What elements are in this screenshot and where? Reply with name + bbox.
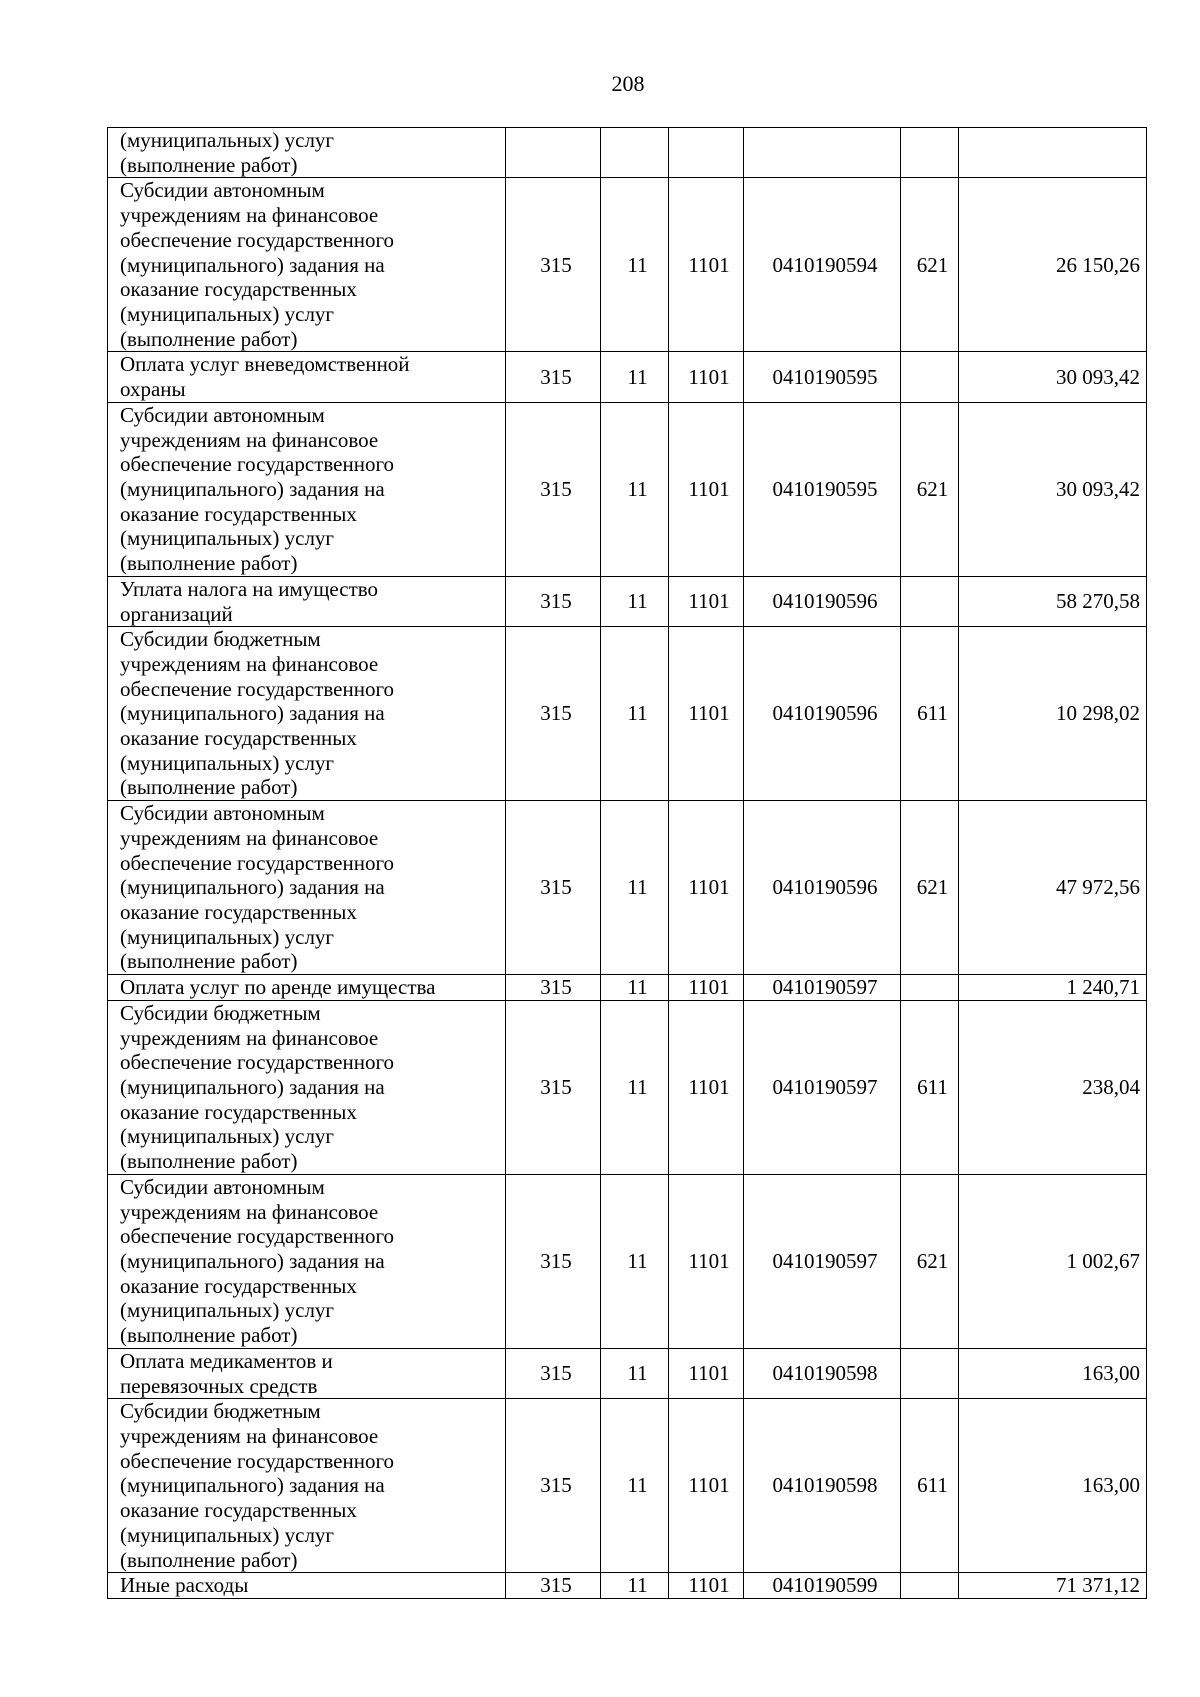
target-article-code-cell: 0410190598 <box>744 1348 901 1398</box>
expense-name-line: оказание государственных <box>120 900 357 925</box>
department-code-cell: 315 <box>506 627 601 801</box>
amount-cell: 10 298,02 <box>959 627 1147 801</box>
expense-name-line: (муниципальных) услуг <box>120 301 335 326</box>
expense-name-line: (муниципальных) услуг <box>120 1298 335 1323</box>
expense-name-cell <box>108 1000 506 1174</box>
expense-name-line: перевязочных средств <box>120 1373 318 1398</box>
expense-name-cell <box>108 627 506 801</box>
expense-name-line: оказание государственных <box>120 1498 357 1523</box>
department-code-cell: 315 <box>506 801 601 975</box>
expense-name-line: обеспечение государственного <box>120 1050 395 1075</box>
expense-name-line: (выполнение работ) <box>120 775 298 800</box>
expense-name-cell <box>108 1573 506 1599</box>
target-article-code-cell: 0410190597 <box>744 1174 901 1348</box>
subsection-code-cell: 1101 <box>669 1399 744 1573</box>
expense-name-line: Уплата налога на имущество <box>120 576 379 601</box>
expense-type-code-cell: 611 <box>901 1399 959 1573</box>
expense-name-cell <box>108 801 506 975</box>
expense-name-line: (выполнение работ) <box>120 326 298 351</box>
table-row <box>108 402 1147 576</box>
amount-cell: 30 093,42 <box>959 352 1147 402</box>
expense-name-line: (выполнение работ) <box>120 1547 298 1572</box>
expense-name-line: обеспечение государственного <box>120 850 395 875</box>
table-row <box>108 128 1147 178</box>
target-article-code-cell: 0410190599 <box>744 1573 901 1599</box>
table-row <box>108 1000 1147 1174</box>
expense-name-line: Оплата услуг вневедомственной <box>120 352 410 377</box>
amount-cell: 163,00 <box>959 1399 1147 1573</box>
table-body <box>108 128 1147 1599</box>
expense-name-cell <box>108 178 506 352</box>
expense-name-line: (муниципального) задания на <box>120 1249 385 1274</box>
expense-name-line: обеспечение государственного <box>120 1448 395 1473</box>
subsection-code-cell: 1101 <box>669 801 744 975</box>
expense-name-line: организаций <box>120 601 233 626</box>
target-article-code-cell: 0410190597 <box>744 1000 901 1174</box>
expense-name-line: (муниципального) задания на <box>120 252 385 277</box>
expense-name-line: Оплата медикаментов и <box>120 1348 333 1373</box>
subsection-code-cell: 1101 <box>669 402 744 576</box>
amount-cell: 26 150,26 <box>959 178 1147 352</box>
subsection-code-cell: 1101 <box>669 352 744 402</box>
department-code-cell: 315 <box>506 1573 601 1599</box>
section-code-cell: 11 <box>601 801 669 975</box>
expense-name-line: оказание государственных <box>120 501 357 526</box>
expense-name-cell <box>108 128 506 178</box>
target-article-code-cell <box>744 128 901 178</box>
section-code-cell: 11 <box>601 1573 669 1599</box>
section-code-cell <box>601 128 669 178</box>
expense-name-cell <box>108 402 506 576</box>
expense-name-line: учреждениям на финансовое <box>120 651 379 676</box>
target-article-code-cell: 0410190594 <box>744 178 901 352</box>
expense-name-line: учреждениям на финансовое <box>120 1424 379 1449</box>
target-article-code-cell: 0410190595 <box>744 402 901 576</box>
table-row <box>108 1174 1147 1348</box>
table-row <box>108 1348 1147 1398</box>
table-row <box>108 352 1147 402</box>
expense-name-line: (муниципальных) услуг <box>120 750 335 775</box>
subsection-code-cell: 1101 <box>669 1573 744 1599</box>
expense-name-line: обеспечение государственного <box>120 1224 395 1249</box>
expense-name-line: (муниципальных) услуг <box>120 1522 335 1547</box>
target-article-code-cell: 0410190596 <box>744 627 901 801</box>
amount-cell: 1 240,71 <box>959 975 1147 1001</box>
expense-type-code-cell: 621 <box>901 178 959 352</box>
section-code-cell: 11 <box>601 1399 669 1573</box>
subsection-code-cell: 1101 <box>669 178 744 352</box>
section-code-cell: 11 <box>601 1348 669 1398</box>
section-code-cell: 11 <box>601 1000 669 1174</box>
expense-name-line: (выполнение работ) <box>120 949 298 974</box>
expense-type-code-cell: 611 <box>901 627 959 801</box>
expense-name-cell <box>108 576 506 626</box>
expense-name-line: оказание государственных <box>120 1273 357 1298</box>
expense-type-code-cell <box>901 576 959 626</box>
expense-name-cell <box>108 1399 506 1573</box>
expense-name-line: (муниципального) задания на <box>120 1075 385 1100</box>
expense-name-line: учреждениям на финансовое <box>120 427 379 452</box>
expense-name-line: (выполнение работ) <box>120 1149 298 1174</box>
expense-name-line: Субсидии бюджетным <box>120 1000 321 1025</box>
expense-name-line: оказание государственных <box>120 1099 357 1124</box>
department-code-cell: 315 <box>506 178 601 352</box>
expense-name-line: Субсидии автономным <box>120 402 325 427</box>
expense-name-line: оказание государственных <box>120 726 357 751</box>
expense-name-line: Субсидии автономным <box>120 178 325 203</box>
section-code-cell: 11 <box>601 352 669 402</box>
expense-name-line: учреждениям на финансовое <box>120 1025 379 1050</box>
expense-type-code-cell <box>901 1348 959 1398</box>
subsection-code-cell: 1101 <box>669 1174 744 1348</box>
table-row <box>108 576 1147 626</box>
expense-type-code-cell: 621 <box>901 1174 959 1348</box>
expense-type-code-cell <box>901 128 959 178</box>
table-row <box>108 1399 1147 1573</box>
expense-name-line: (муниципальных) услуг <box>120 924 335 949</box>
section-code-cell: 11 <box>601 576 669 626</box>
table-row <box>108 627 1147 801</box>
target-article-code-cell: 0410190597 <box>744 975 901 1001</box>
section-code-cell: 11 <box>601 1174 669 1348</box>
expense-name-cell <box>108 1348 506 1398</box>
table-row <box>108 801 1147 975</box>
expense-name-line: (выполнение работ) <box>120 1323 298 1348</box>
expense-type-code-cell: 621 <box>901 402 959 576</box>
section-code-cell: 11 <box>601 178 669 352</box>
expense-name-line: обеспечение государственного <box>120 227 395 252</box>
expense-name-line: (муниципального) задания на <box>120 476 385 501</box>
amount-cell: 163,00 <box>959 1348 1147 1398</box>
expense-name-line: Субсидии автономным <box>120 1174 325 1199</box>
department-code-cell: 315 <box>506 1348 601 1398</box>
expense-name-line: (муниципального) задания на <box>120 701 385 726</box>
expense-name-cell <box>108 975 506 1001</box>
department-code-cell: 315 <box>506 576 601 626</box>
expense-name-line: Субсидии бюджетным <box>120 627 321 652</box>
expense-name-line: (муниципального) задания на <box>120 875 385 900</box>
expense-name-line: (муниципального) задания на <box>120 1473 385 1498</box>
table-row <box>108 178 1147 352</box>
expense-name-cell <box>108 1174 506 1348</box>
subsection-code-cell <box>669 128 744 178</box>
expense-name-line: Оплата услуг по аренде имущества <box>120 975 436 1000</box>
subsection-code-cell: 1101 <box>669 1000 744 1174</box>
section-code-cell: 11 <box>601 627 669 801</box>
target-article-code-cell: 0410190598 <box>744 1399 901 1573</box>
table-row <box>108 1573 1147 1599</box>
expense-name-line: учреждениям на финансовое <box>120 1199 379 1224</box>
amount-cell: 30 093,42 <box>959 402 1147 576</box>
subsection-code-cell: 1101 <box>669 627 744 801</box>
expense-name-line: (муниципальных) услуг <box>120 526 335 551</box>
section-code-cell: 11 <box>601 402 669 576</box>
expense-name-line: оказание государственных <box>120 277 357 302</box>
expense-name-line: обеспечение государственного <box>120 676 395 701</box>
expense-name-line: Иные расходы <box>120 1573 249 1598</box>
expense-name-line: Субсидии бюджетным <box>120 1399 321 1424</box>
expense-name-line: учреждениям на финансовое <box>120 825 379 850</box>
expense-name-line: (выполнение работ) <box>120 152 298 177</box>
subsection-code-cell: 1101 <box>669 576 744 626</box>
amount-cell: 238,04 <box>959 1000 1147 1174</box>
table-row <box>108 975 1147 1001</box>
expense-type-code-cell <box>901 352 959 402</box>
amount-cell: 1 002,67 <box>959 1174 1147 1348</box>
expense-name-line: обеспечение государственного <box>120 452 395 477</box>
page-number: 208 <box>611 71 645 96</box>
expense-name-line: (выполнение работ) <box>120 551 298 576</box>
expense-type-code-cell <box>901 975 959 1001</box>
target-article-code-cell: 0410190595 <box>744 352 901 402</box>
department-code-cell: 315 <box>506 402 601 576</box>
section-code-cell: 11 <box>601 975 669 1001</box>
department-code-cell: 315 <box>506 1174 601 1348</box>
department-code-cell: 315 <box>506 1000 601 1174</box>
department-code-cell: 315 <box>506 975 601 1001</box>
subsection-code-cell: 1101 <box>669 975 744 1001</box>
expense-name-line: (муниципальных) услуг <box>120 128 335 152</box>
expense-name-cell <box>108 352 506 402</box>
expense-name-line: охраны <box>120 377 186 402</box>
amount-cell <box>959 128 1147 178</box>
department-code-cell: 315 <box>506 1399 601 1573</box>
expense-type-code-cell: 611 <box>901 1000 959 1174</box>
amount-cell: 58 270,58 <box>959 576 1147 626</box>
target-article-code-cell: 0410190596 <box>744 801 901 975</box>
target-article-code-cell: 0410190596 <box>744 576 901 626</box>
department-code-cell: 315 <box>506 352 601 402</box>
expense-name-line: учреждениям на финансовое <box>120 203 379 228</box>
expense-name-line: (муниципальных) услуг <box>120 1124 335 1149</box>
expense-type-code-cell <box>901 1573 959 1599</box>
department-code-cell <box>506 128 601 178</box>
amount-cell: 47 972,56 <box>959 801 1147 975</box>
expense-name-line: Субсидии автономным <box>120 801 325 826</box>
budget-expenditure-table <box>107 127 1147 1599</box>
expense-type-code-cell: 621 <box>901 801 959 975</box>
amount-cell: 71 371,12 <box>959 1573 1147 1599</box>
subsection-code-cell: 1101 <box>669 1348 744 1398</box>
